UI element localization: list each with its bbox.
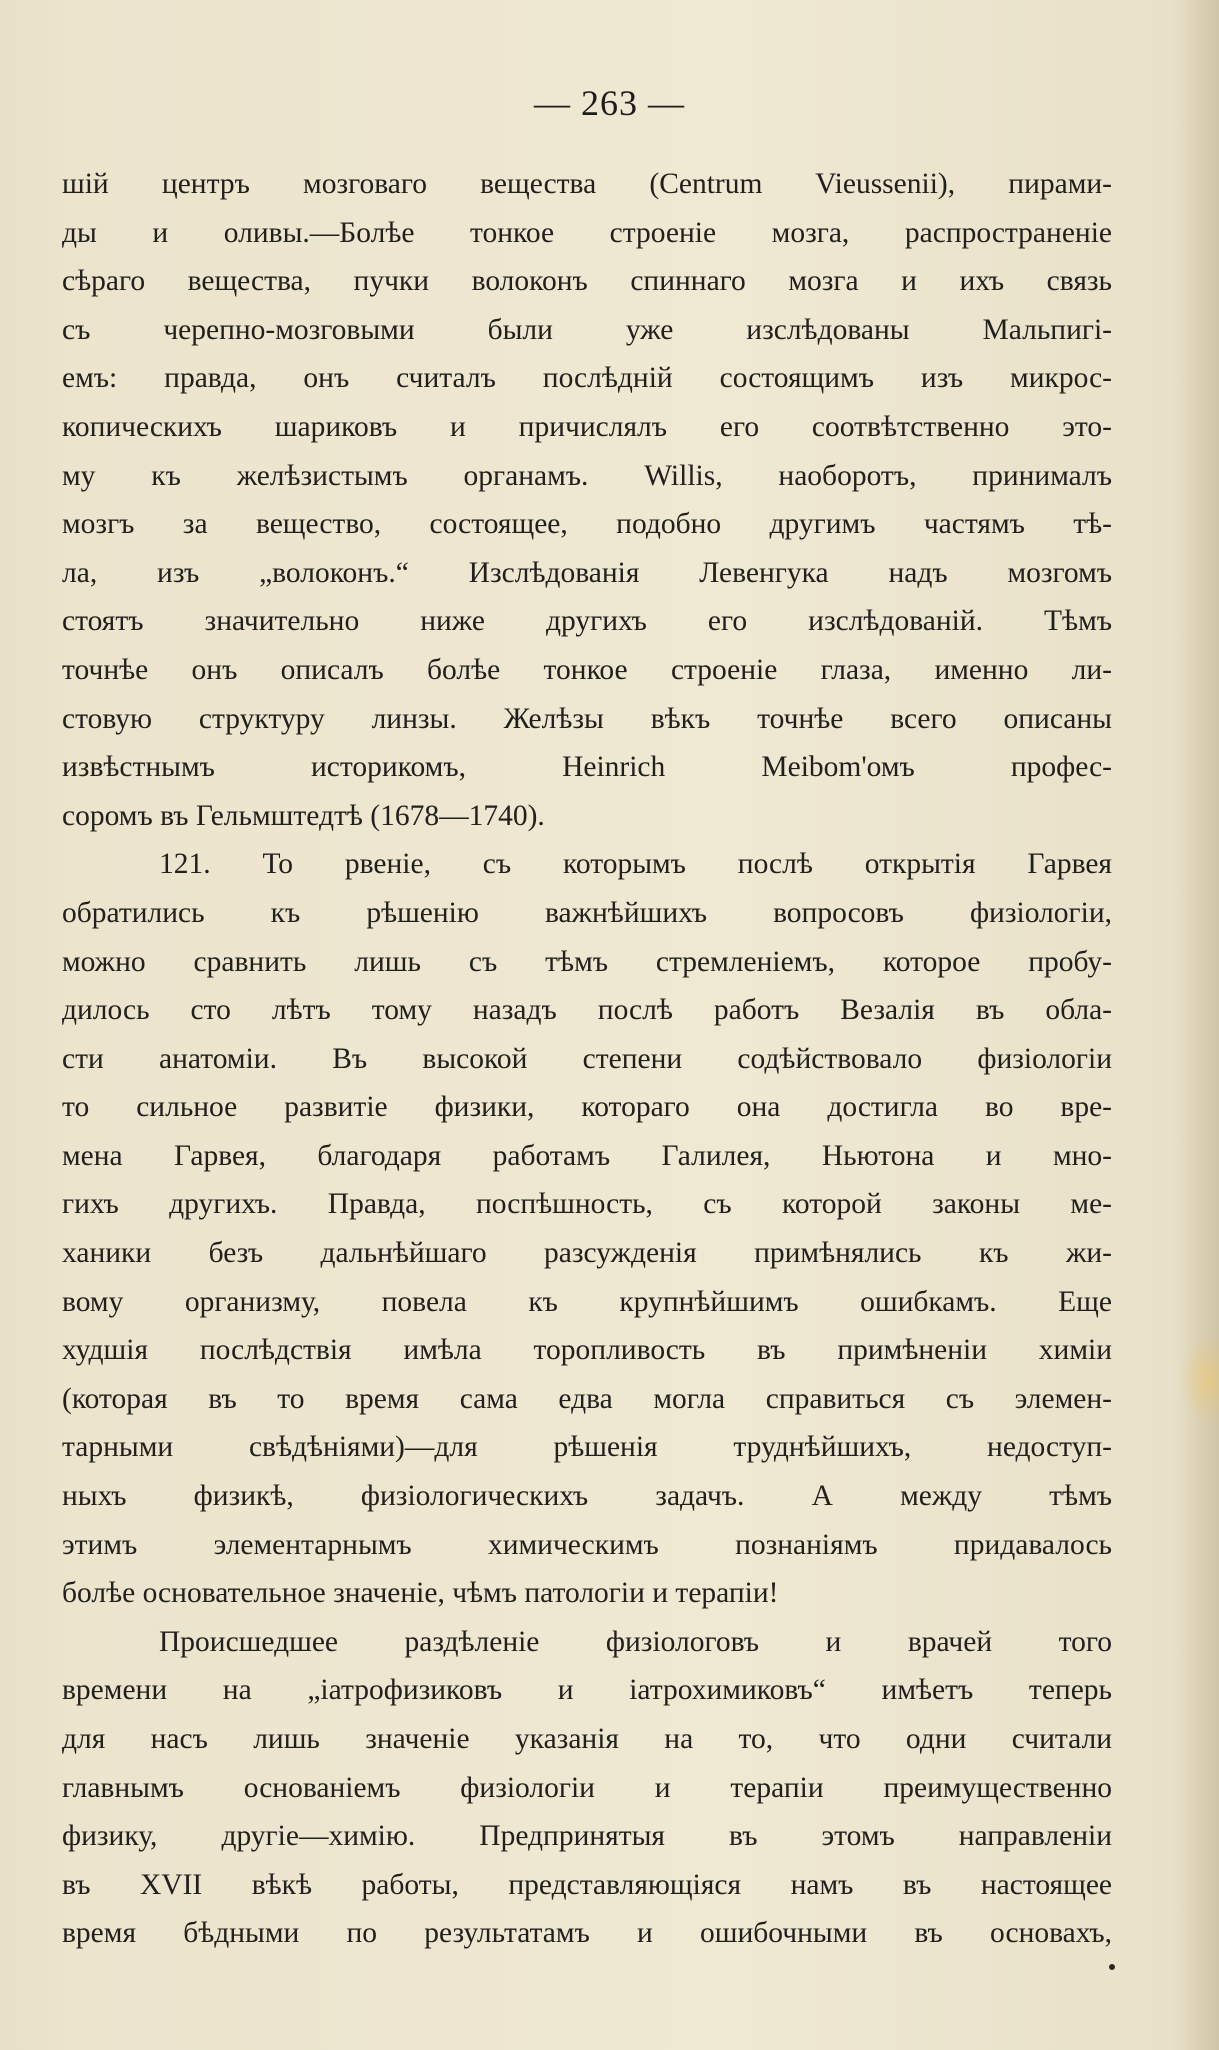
text-line: въ XVII вѣкѣ работы, представляющіяся намъ въ настоящее: [62, 1868, 1112, 1901]
text-line: худшія послѣдствія имѣла торопливость въ примѣненіи химіи: [62, 1334, 1112, 1367]
paragraph-start-line: 121. То рвеніе, съ которымъ послѣ открытія Гарвея: [159, 848, 1112, 881]
text-line: сти анатоміи. Въ высокой степени содѣйствовало физіологіи: [62, 1042, 1112, 1075]
text-line: болѣе основательное значеніе, чѣмъ патологіи и терапіи!: [62, 1577, 779, 1610]
text-line: шій центръ мозговаго вещества (Centrum Vieussenii), пирами-: [62, 168, 1112, 200]
text-line: копическихъ шариковъ и причислялъ его соотвѣтственно это-: [62, 410, 1112, 443]
page-edge-shadow: [1179, 0, 1219, 2050]
text-line: сѣраго вещества, пучки волоконъ спиннаго мозга и ихъ связь: [62, 265, 1112, 298]
text-line: мозгъ за вещество, состоящее, подобно другимъ частямъ тѣ-: [62, 508, 1112, 541]
text-line: то сильное развитіе физики, котораго она достигла во вре-: [62, 1091, 1112, 1124]
text-line: физику, другіе—химію. Предпринятыя въ этомъ направленіи: [62, 1820, 1112, 1853]
text-line: точнѣе онъ описалъ болѣе тонкое строеніе глаза, именно ли-: [62, 653, 1112, 686]
text-line: ды и оливы.—Болѣе тонкое строеніе мозга, распространеніе: [62, 216, 1112, 249]
text-line: ныхъ физикѣ, физіологическихъ задачъ. А между тѣмъ: [62, 1480, 1112, 1513]
text-line: вому организму, повела къ крупнѣйшимъ ошибкамъ. Еще: [62, 1285, 1112, 1318]
text-line: можно сравнить лишь съ тѣмъ стремленіемъ, которое пробу-: [62, 945, 1112, 978]
text-line: извѣстнымъ историкомъ, Heinrich Meibom'омъ профес-: [62, 751, 1112, 784]
text-line: мена Гарвея, благодаря работамъ Галилея, Ньютона и мно-: [62, 1139, 1112, 1172]
text-line: емъ: правда, онъ считалъ послѣдній состоящимъ изъ микрос-: [62, 362, 1112, 395]
text-line: му къ желѣзистымъ органамъ. Willis, наоборотъ, принималъ: [62, 459, 1112, 492]
text-line: ла, изъ „волоконъ.“ Изслѣдованія Левенгука надъ мозгомъ: [62, 556, 1112, 589]
text-line: стовую структуру линзы. Желѣзы вѣкъ точнѣе всего описаны: [62, 702, 1112, 735]
ink-dot: [1109, 1964, 1115, 1970]
text-line: стоятъ значительно ниже другихъ его изслѣдованій. Тѣмъ: [62, 605, 1112, 638]
text-line: съ черепно-мозговыми были уже изслѣдованы Мальпигі-: [62, 313, 1112, 346]
text-line: дилось сто лѣтъ тому назадъ послѣ работъ Везалія въ обла-: [62, 994, 1112, 1027]
text-line: тарными свѣдѣніями)—для рѣшенія труднѣйшихъ, недоступ-: [62, 1431, 1112, 1464]
text-line: главнымъ основаніемъ физіологіи и терапіи преимущественно: [62, 1771, 1112, 1804]
body-text: [62, 160, 1112, 1958]
text-line: этимъ элементарнымъ химическимъ познаніямъ придавалось: [62, 1528, 1112, 1561]
text-line: гихъ другихъ. Правда, поспѣшность, съ которой законы ме-: [62, 1188, 1112, 1221]
text-line: ханики безъ дальнѣйшаго разсужденія примѣнялись къ жи-: [62, 1237, 1112, 1270]
text-line: (которая въ то время сама едва могла справиться съ элемен-: [62, 1382, 1112, 1415]
page-number: — 263 —: [534, 83, 685, 123]
text-line: обратились къ рѣшенію важнѣйшихъ вопросовъ физіологіи,: [62, 896, 1112, 929]
text-line: время бѣдными по результатамъ и ошибочными въ основахъ,: [62, 1917, 1112, 1950]
text-line: времени на „іатрофизиковъ и іатрохимиковъ“ имѣетъ теперь: [62, 1674, 1112, 1707]
text-line: соромъ въ Гельмштедтѣ (1678—1740).: [62, 799, 545, 832]
paragraph-start-line: Происшедшее раздѣленіе физіологовъ и врачей того: [159, 1625, 1112, 1658]
text-line: для насъ лишь значеніе указанія на то, что одни считали: [62, 1723, 1112, 1755]
